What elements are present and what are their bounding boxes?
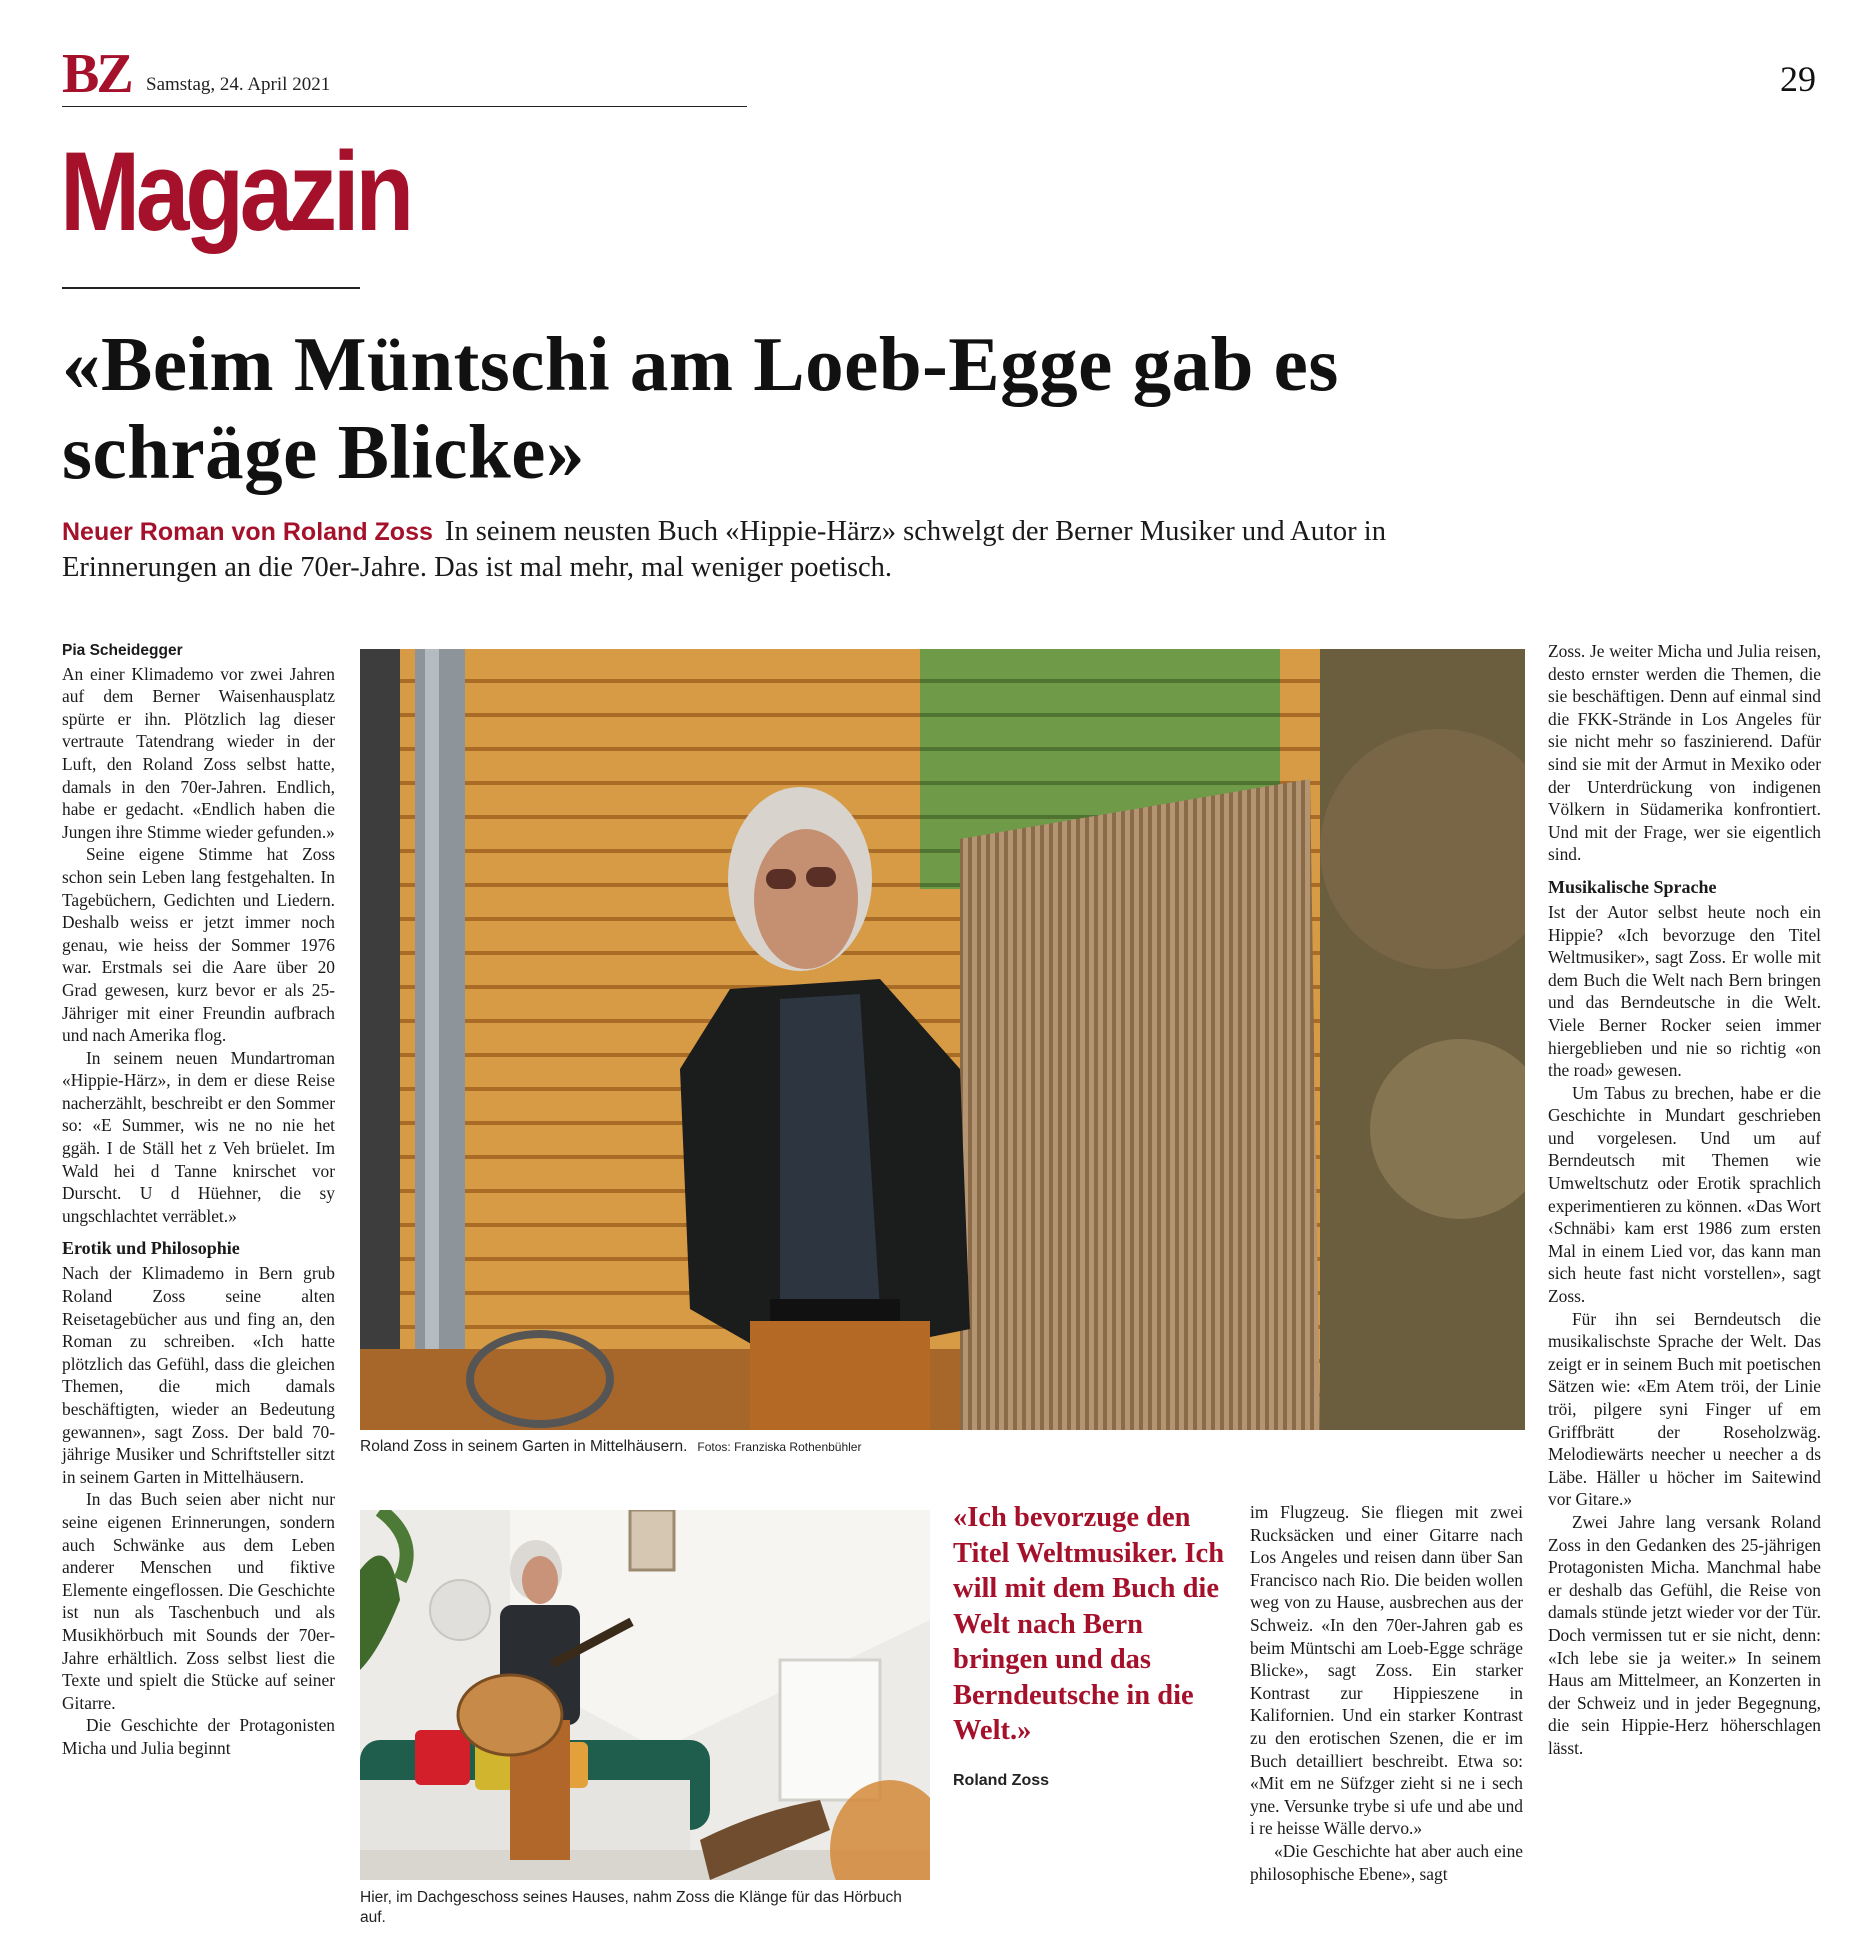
paragraph: Zoss. Je weiter Micha und Julia reisen, desto ernster werden die Themen, die sie beschäftigen. Denn auf einmal sind die FKK-Strände in Los Angeles für sie nicht mehr so faszinierend. Dafür sind sie mit der Armut in Mexiko oder der Unterdrückung von indigenen Völkern in Südamerika konfrontiert. Und mit der Frage, wer sie eigentlich sind.: [1548, 641, 1821, 865]
paragraph: «Die Geschichte hat aber auch eine philosophische Ebene», sagt: [1250, 1840, 1523, 1884]
paragraph: Die Geschichte der Protagonisten Micha und Julia beginnt: [62, 1715, 335, 1758]
text-column-4: [1548, 640, 1821, 1760]
pull-quote-author: Roland Zoss: [953, 1772, 1050, 1789]
subheading-erotik: Erotik und Philosophie: [62, 1238, 240, 1259]
author-byline: Pia Scheidegger: [62, 642, 183, 659]
attic-guitar-photo: [360, 1510, 930, 1880]
lead-text: In seinem neusten Buch «Hippie-Härz» schwelgt der Berner Musiker und Autor in Erinnerungen an die 70er-Jahre. Das ist mal mehr, mal weniger poetisch.: [62, 516, 1386, 583]
paragraph: im Flugzeug. Sie fliegen mit zwei Rucksäcken und einer Gitarre nach Los Angeles und reisen dann über San Francisco nach Rio. Die beiden wollen weg von zu Hause, ausbrechen aus der Schweiz. «In den 70er-Jahren gab es beim Müntschi am Loeb-Egge schräge Blicke», sagt Zoss. Ein starker Kontrast zur Hippieszene in Kalifornien. Und ein starker Kontrast zu den erotischen Szenen, die er im Buch detailliert beschreibt. Etwa so: «Mit em ne Süfzger zieht si ne i sech yne. Versunke trybe si ufe und abe und i re heisse Wälle dervo.»: [1250, 1502, 1523, 1839]
subheading-musikalische-sprache: Musikalische Sprache: [1548, 876, 1717, 897]
article-kicker: Neuer Roman von Roland Zoss: [62, 518, 433, 546]
section-rule: [62, 287, 360, 289]
garden-portrait-illustration: [360, 649, 1525, 1430]
paragraph: In das Buch seien aber nicht nur seine eigenen Erinnerungen, sondern auch Schwänke aus dem Leben anderer Menschen und fiktive Elemente eingeflossen. Die Geschichte ist nun als Taschenbuch und als Musikhörbuch mit Sounds der 70er-Jahre erhältlich. Zoss selbst liest die Texte und spielt die Stücke auf seiner Gitarre.: [62, 1489, 335, 1713]
attic-guitar-illustration: [360, 1510, 930, 1880]
paragraph: In seinem neuen Mundartroman «Hippie-Härz», in dem er diese Reise nacherzählt, beschreibt er den Sommer so: «E Summer, wis ne no nie het ggäh. I de Ställ het z Veh brüelet. Im Wald hei d Tanne knirschet vor Durscht. U d Hüehner, die sy ungschlachtet verräblet.»: [62, 1047, 335, 1226]
article-lead: [62, 514, 1462, 585]
article-headline: «Beim Müntschi am Loeb-Egge gab es schräge Blicke»: [62, 321, 1339, 495]
paragraph: Zwei Jahre lang versank Roland Zoss in den Gedanken des 25-jährigen Protagonisten Micha. Manchmal habe er deshalb das Gefühl, die Reise von damals stünde jetzt wieder vor der Tür. Doch vermissen tut er sie nicht, denn: «Ich lebe sie ja weiter.» In seinem Haus am Mittelmeer, an Konzerten in der Schweiz und in jeder Begegnung, die sein Hippie-Herz höherschlagen lässt.: [1548, 1511, 1821, 1758]
photo-caption-2: Hier, im Dachgeschoss seines Hauses, nahm Zoss die Klänge für das Hörbuch auf.: [360, 1889, 902, 1926]
text-column-3: [1250, 1501, 1523, 1885]
paragraph: Ist der Autor selbst heute noch ein Hippie? «Ich bevorzuge den Titel Weltmusiker», sagt Zoss. Er wolle mit dem Buch die Welt nach Bern bringen und das Berndeutsche in die Welt. Viele Berner Rocker seien immer hiergeblieben und nie so richtig «on the road» gewesen.: [1548, 901, 1821, 1081]
issue-date: Samstag, 24. April 2021: [146, 74, 331, 95]
garden-portrait-photo: [360, 649, 1525, 1430]
paragraph: Für ihn sei Berndeutsch die musikalischste Sprache der Welt. Das zeigt er in seinem Buch mit poetischen Sätzen wie: «Em Atem tröi, der Linie tröi, pilgere syni Finger uf em Griffbrätt der Roseholzwäg. Melodiewärts neecher u neecher a ds Läbe. Häller u höcher im Saitewind vor Gitare.»: [1548, 1308, 1821, 1510]
text-column-1: [62, 640, 335, 1760]
paragraph: Um Tabus zu brechen, habe er die Geschichte in Mundart geschrieben und vorgelesen. Und um auf Berndeutsch mit Themen wie Umweltschutz oder Erotik sprachlich experimentieren zu können. «Das Wort ‹Schnäbi› kam erst 1986 zum ersten Mal in einem Lied vor, das kann man sich heute fast nicht vorstellen», sagt Zoss.: [1548, 1082, 1821, 1307]
bz-logo: BZ: [62, 43, 131, 105]
page-number: 29: [1780, 59, 1816, 99]
masthead-rule: [62, 106, 747, 107]
photo-caption-1: [360, 1437, 1460, 1457]
section-title: Magazin: [60, 129, 410, 254]
caption-text: Roland Zoss in seinem Garten in Mittelhäusern.: [360, 1438, 688, 1455]
pull-quote: «Ich bevorzuge den Titel Weltmusiker. Ich will mit dem Buch die Welt nach Bern bringen und das Berndeutsche in die Welt.»: [953, 1502, 1225, 1746]
paragraph: Nach der Klimademo in Bern grub Roland Zoss seine alten Reisetagebücher aus und fing an, den Roman zu schreiben. «Ich hatte plötzlich das Gefühl, dass die gleichen Themen, die mich damals beschäftigten, wieder an Bedeutung gewannen», sagt Zoss. Der bald 70-jährige Musiker und Schriftsteller sitzt in seinem Garten in Mittelhäusern.: [62, 1263, 335, 1487]
paragraph: An einer Klimademo vor zwei Jahren auf dem Berner Waisenhausplatz spürte er ihn. Plötzlich lag dieser vertraute Tatendrang wieder in der Luft, den Roland Zoss selbst hatte, damals in den 70er-Jahren. Endlich, habe er gedacht. «Endlich haben die Jungen ihre Stimme wieder gefunden.»: [62, 663, 335, 842]
paragraph: Seine eigene Stimme hat Zoss schon sein Leben lang festgehalten. In Tagebüchern, Gedichten und Liedern. Deshalb weiss er jetzt immer noch genau, wie heiss der Sommer 1976 war. Erstmals sei die Aare über 20 Grad gewesen, kurz bevor er als 25-Jähriger mit einer Freundin aufbrach und nach Amerika flog.: [62, 844, 335, 1046]
photo-credit: Fotos: Franziska Rothenbühler: [697, 1440, 862, 1454]
